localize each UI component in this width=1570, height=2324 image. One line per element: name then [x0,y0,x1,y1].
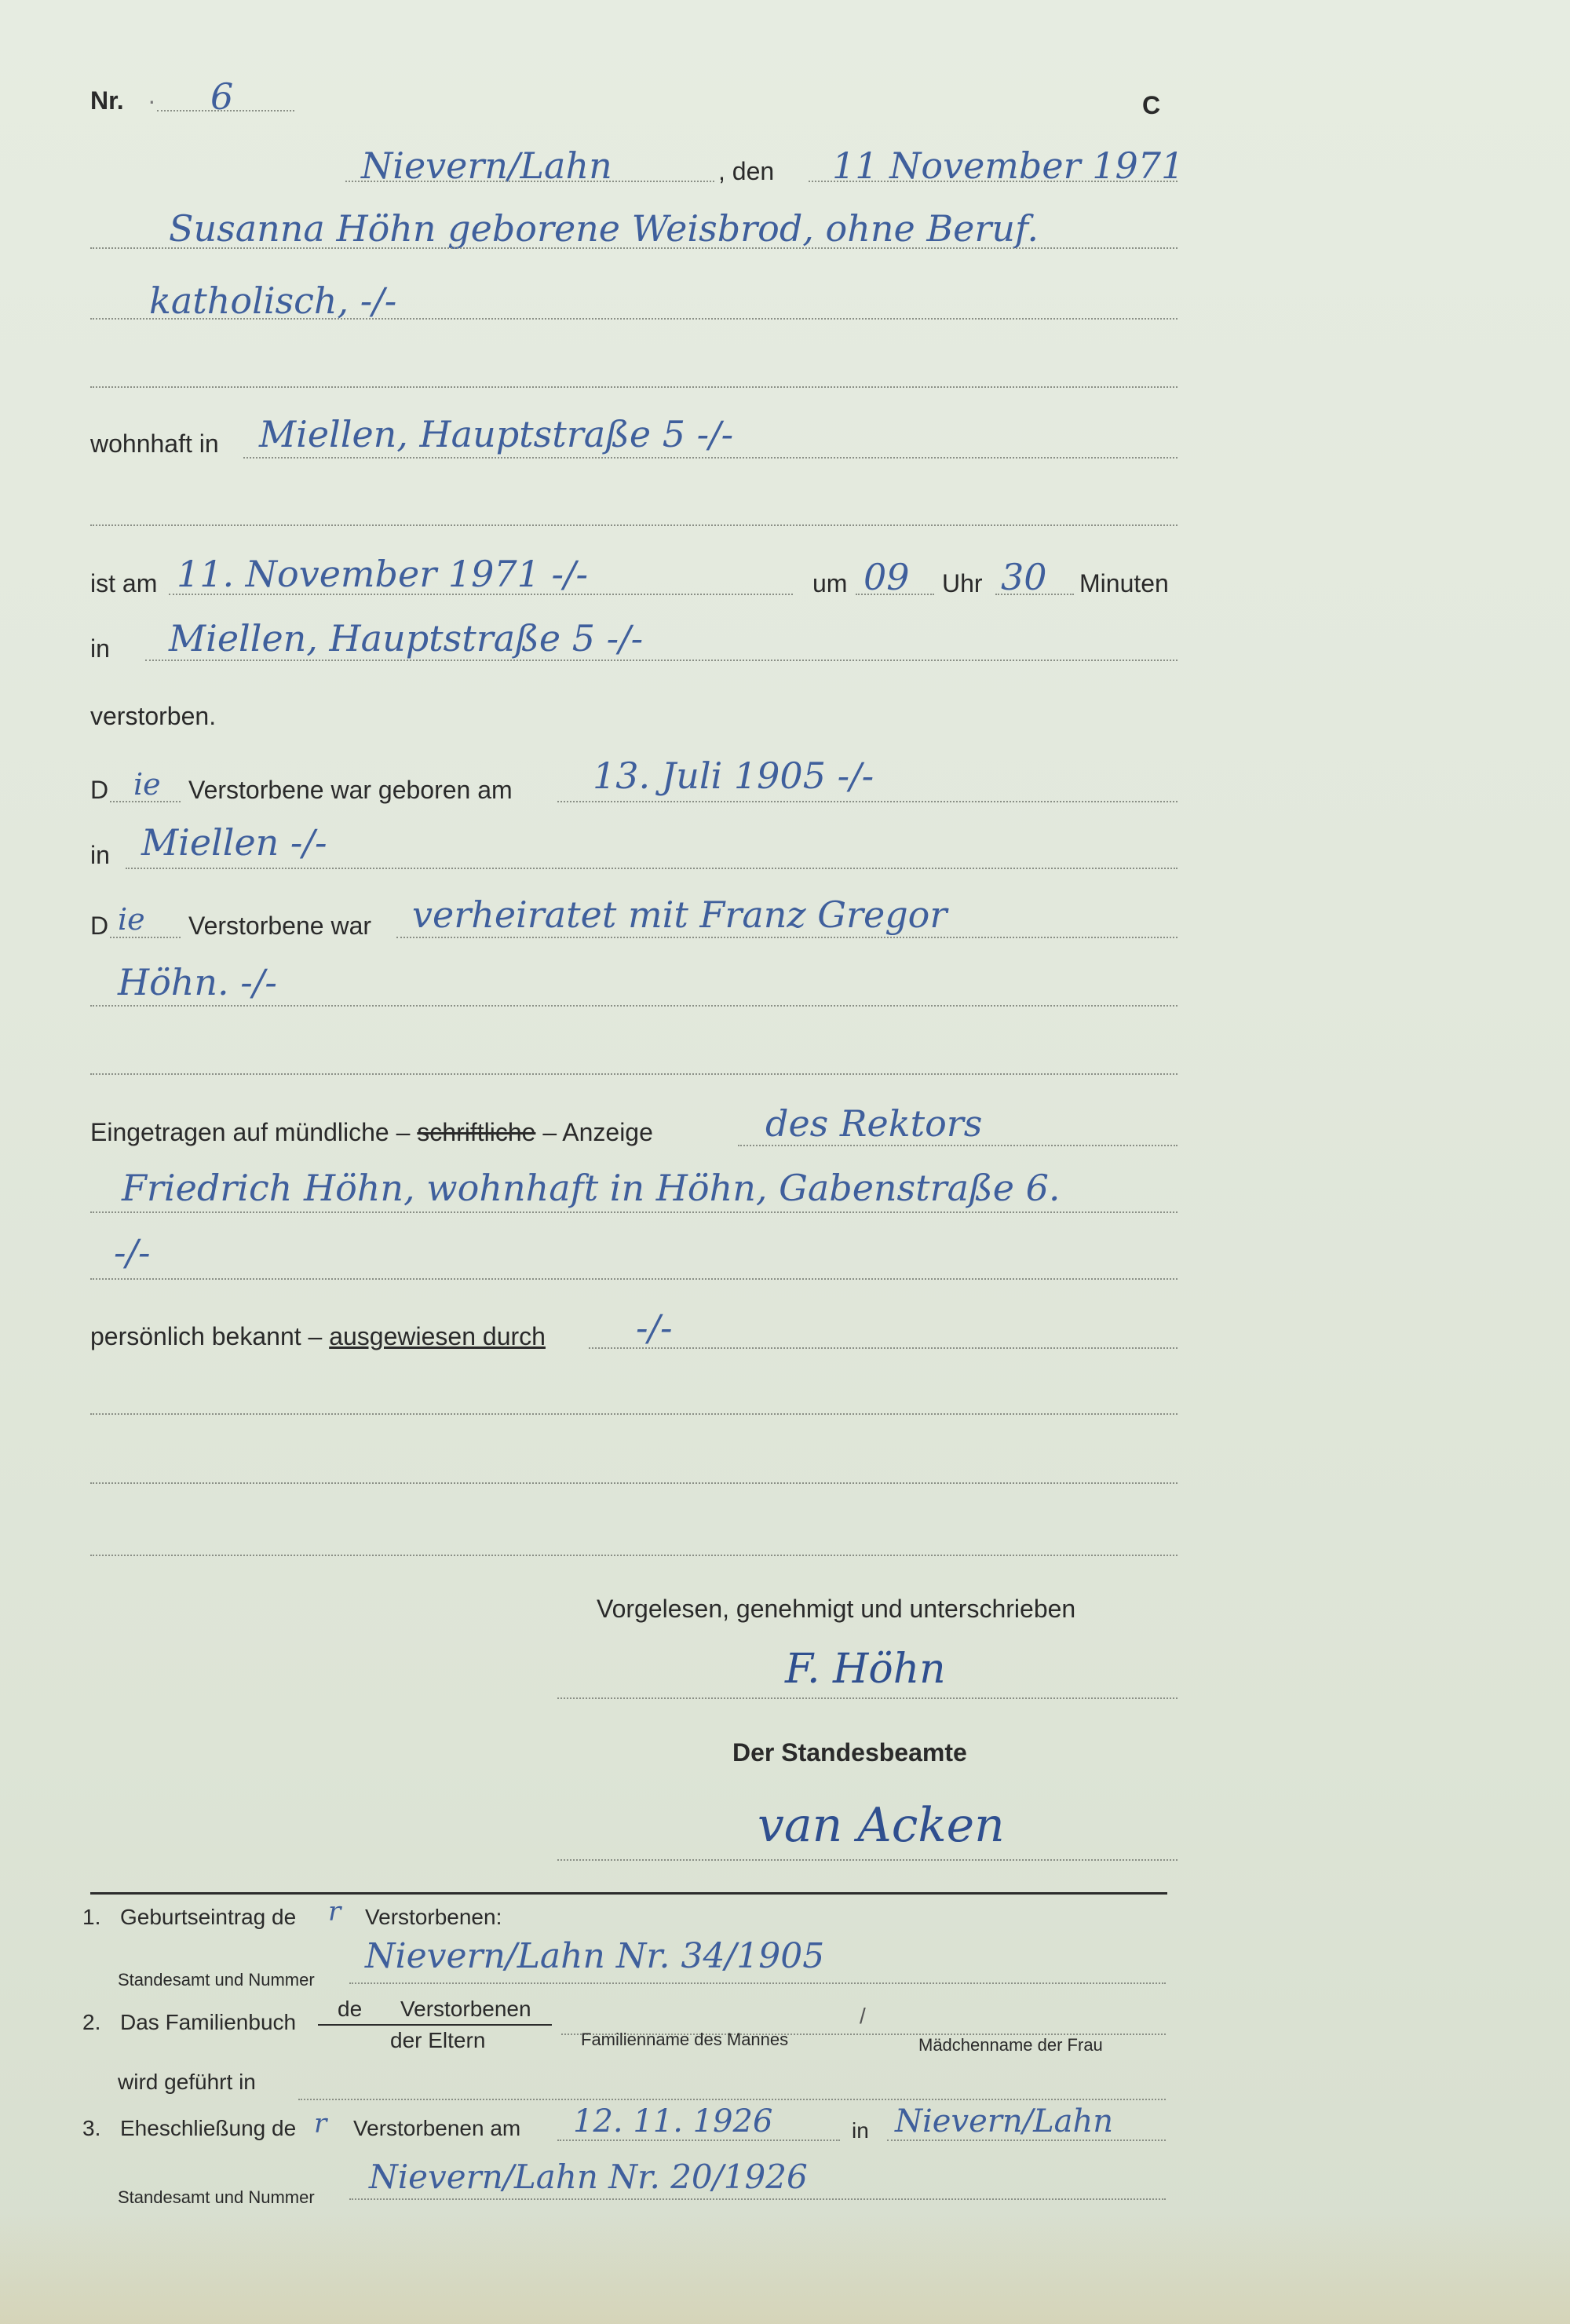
death-place: Miellen, Hauptstraße 5 -/- [169,617,644,660]
identity-label [90,1324,546,1349]
marital-line-2 [90,1005,1178,1007]
item1-number: 1. [82,1905,101,1929]
item3-line [349,2198,1166,2200]
residence-line [243,457,1178,459]
blank-rule-6 [90,1555,1178,1556]
item2-slash: / [860,2004,866,2028]
marital-label: Verstorbene war [188,912,372,940]
item2-wird-line [298,2099,1166,2100]
birth-place: Miellen -/- [141,821,327,864]
blank-rule-1 [90,386,1178,388]
registration-line-2 [90,1211,1178,1213]
marital-d-prefix: D [90,912,109,940]
item3-place: Nievern/Lahn [895,2103,1114,2139]
identity-line [589,1347,1178,1349]
informant-signature: F. Höhn [785,1646,946,1693]
item1-label-a: Geburtseintrag de [120,1905,297,1929]
item2-eltern: der Eltern [390,2028,486,2052]
nr-line [157,110,294,111]
place-line [345,181,714,182]
registration-value-2: Friedrich Höhn, wohnhaft in Höhn, Gabenstraße 6. [122,1167,1061,1209]
registration-label [90,1120,653,1145]
nr-label: Nr. [90,86,124,115]
item2-wird-label: wird geführt in [118,2070,256,2094]
item1-standesamt-label: Standesamt und Nummer [118,1970,315,1990]
registrar-signature-line [557,1859,1178,1861]
person-line-1: Susanna Höhn geborene Weisbrod, ohne Beruf. [169,207,1039,250]
registration-label-part2: – Anzeige [542,1118,653,1146]
birth-in-label: in [90,841,110,869]
item2-husband-name-label: Familienname des Mannes [581,2030,789,2049]
den-label: , den [718,157,775,185]
marital-d-line [110,937,181,938]
nr-value: 6 [210,75,234,118]
birth-d-prefix: D [90,776,109,804]
item3-handwritten: r [314,2108,327,2139]
registration-line-1 [738,1145,1178,1146]
item3-label-b: Verstorbenen am [353,2116,521,2140]
item2-number: 2. [82,2010,101,2034]
item3-label-a: Eheschließung de [120,2116,297,2140]
birth-date: 13. Juli 1905 -/- [593,755,874,797]
registration-label-struck: schriftliche [417,1118,536,1146]
item1-label-b: Verstorbenen: [365,1905,502,1929]
blank-rule-3 [90,1073,1178,1075]
item3-number: 3. [82,2116,101,2140]
verstorben-label: verstorben. [90,702,217,730]
minuten-label: Minuten [1079,569,1169,597]
death-date-line [169,594,793,595]
form-letter: C [1142,91,1161,119]
identity-value: -/- [636,1306,673,1349]
identity-label-underlined: ausgewiesen durch [329,1322,546,1350]
marital-d-suffix: ie [118,902,145,937]
item2-maiden-name-label: Mädchenname der Frau [918,2035,1103,2055]
item3-standesamt-label: Standesamt und Nummer [118,2187,315,2207]
date-handwritten: 11 November 1971 [832,144,1185,187]
registration-line-3 [90,1278,1178,1280]
minutes-line [995,594,1074,595]
item1-handwritten: r [328,1896,341,1928]
item3-value: Nievern/Lahn Nr. 20/1926 [369,2158,808,2196]
registrar-label: Der Standesbeamte [732,1738,967,1767]
person-line-2: katholisch, -/- [149,280,397,322]
marital-value-2: Höhn. -/- [118,961,277,1003]
footer-separator [90,1892,1167,1895]
birth-date-line [557,801,1178,802]
person-line-2-rule [90,318,1178,320]
birth-label: Verstorbene war geboren am [188,776,513,804]
registrar-signature: van Acken [758,1798,1005,1853]
item3-in-label: in [852,2118,869,2143]
registration-value-3: -/- [114,1231,151,1273]
blank-rule-2 [90,524,1178,526]
person-line-1-rule [90,247,1178,249]
date-line [809,181,1178,182]
death-minutes: 30 [1001,556,1047,598]
item2-verstorbenen: Verstorbenen [400,1997,531,2021]
marital-line-1 [396,937,1178,938]
birth-d-suffix: ie [133,767,161,802]
item2-de: de [338,1997,363,2021]
uhr-label: Uhr [942,569,983,597]
death-in-label: in [90,634,110,663]
item3-date: 12. 11. 1926 [573,2103,773,2139]
read-approved-label: Vorgelesen, genehmigt und unterschrieben [597,1595,1076,1623]
birth-place-line [126,868,1178,869]
birth-d-line [110,801,181,802]
ist-am-label: ist am [90,569,158,597]
residence-value: Miellen, Hauptstraße 5 -/- [259,413,734,455]
hour-line [856,594,934,595]
item1-value: Nievern/Lahn Nr. 34/1905 [365,1936,825,1976]
nr-dot: · [148,86,156,115]
item1-line [349,1982,1166,1984]
residence-label: wohnhaft in [90,429,219,458]
item2-label: Das Familienbuch [120,2010,297,2034]
blank-rule-4 [90,1413,1178,1415]
item3-date-line [557,2139,840,2141]
blank-rule-5 [90,1482,1178,1484]
item3-place-line [887,2139,1166,2141]
death-date: 11. November 1971 -/- [177,553,589,595]
death-hour: 09 [864,556,910,598]
registration-value-1: des Rektors [765,1102,983,1145]
um-label: um [812,569,848,597]
identity-label-part1: persönlich bekannt – [90,1322,323,1350]
item2-fraction-line [318,2024,552,2026]
registration-label-part1: Eingetragen auf mündliche – [90,1118,411,1146]
marital-value-1: verheiratet mit Franz Gregor [412,893,947,936]
informant-signature-line [557,1697,1178,1699]
death-place-line [145,660,1178,661]
place-handwritten: Nievern/Lahn [361,144,612,187]
